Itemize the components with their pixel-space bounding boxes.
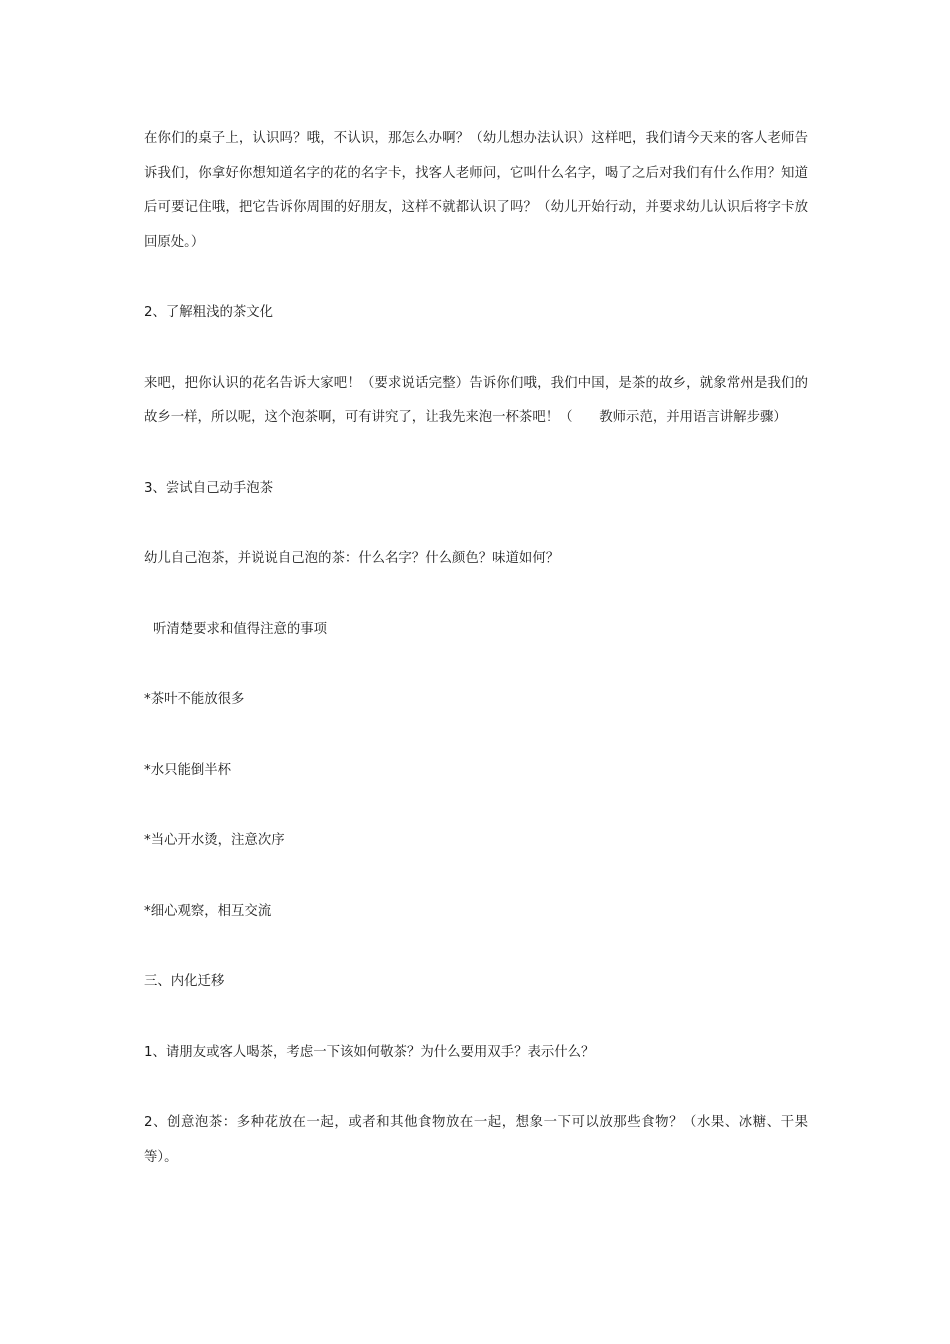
paragraph-serve-tea: 1、请朋友或客人喝茶，考虑一下该如何敬茶？为什么要用双手？表示什么？	[144, 1044, 595, 1060]
paragraph-tea-culture: 来吧，把你认识的花名告诉大家吧！（要求说话完整）告诉你们哦，我们中国，是茶的故乡，就象常州是我们的故乡一样，所以呢，这个泡茶啊，可有讲究了，让我先来泡一杯茶吧！（ 教师示范，并用语言讲解步骤）	[144, 375, 808, 425]
paragraph-intro: 在你们的桌子上，认识吗？哦，不认识，那怎么办啊？（幼儿想办法认识）这样吧，我们请今天来的客人老师告诉我们，你拿好你想知道名字的花的名字卡，找客人老师问，它叫什么名字，喝了之后对我们有什么作用？知道后可要记住哦，把它告诉你周围的好朋友，这样不就都认识了吗？（幼儿开始行动，并要求幼儿认识后将字卡放回原处。）	[144, 131, 808, 250]
heading-make-tea: 3、尝试自己动手泡茶	[144, 480, 274, 496]
paragraph-requirements: 听清楚要求和值得注意的事项	[153, 621, 328, 637]
list-item-water: *水只能倒半杯	[144, 762, 232, 778]
document-body	[144, 122, 808, 1175]
list-item-tea-leaves: *茶叶不能放很多	[144, 692, 245, 707]
heading-tea-culture: 2、了解粗浅的茶文化	[144, 305, 274, 320]
list-item-observe: *细心观察，相互交流	[144, 903, 272, 919]
paragraph-make-tea: 幼儿自己泡茶，并说说自己泡的茶：什么名字？什么颜色？味道如何？	[144, 551, 560, 566]
paragraph-creative-tea: 2、创意泡茶：多种花放在一起，或者和其他食物放在一起，想象一下可以放那些食物？（水果、冰糖、干果等）。	[144, 1115, 808, 1165]
list-item-hot-water: *当心开水烫，注意次序	[144, 833, 285, 848]
heading-internalize: 三、内化迁移	[144, 974, 225, 989]
